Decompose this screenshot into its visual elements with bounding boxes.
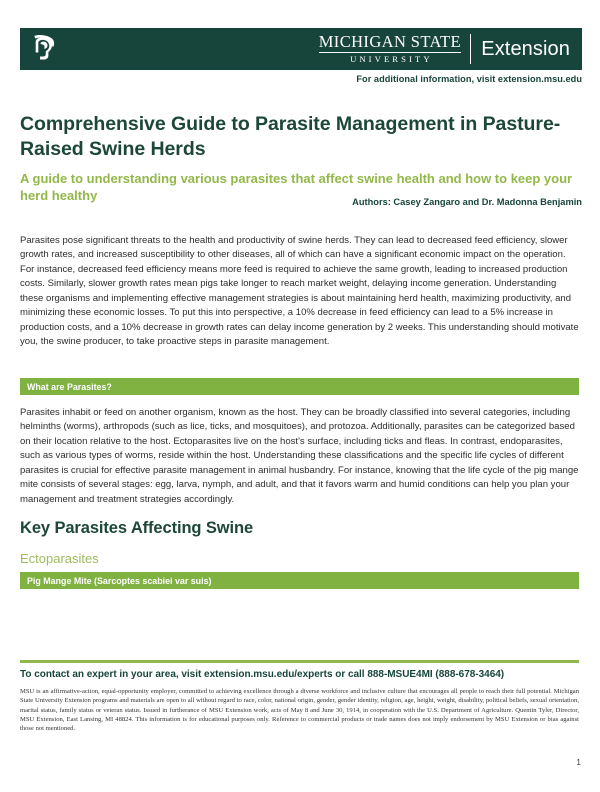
spartan-helmet-icon [30,33,58,65]
msu-university-name [318,31,470,65]
page-title: Comprehensive Guide to Parasite Management in Pasture-Raised Swine Herds [20,113,561,161]
header-info-note: For additional information, visit extension.msu.edu [356,74,582,84]
authors-line: Authors: Casey Zangaro and Dr. Madonna Benjamin [352,197,582,207]
section-bar-what-are-parasites: What are Parasites? [20,378,579,395]
extension-label: Extension [481,38,570,60]
heading-key-parasites-affecting-swine: Key Parasites Affecting Swine [20,519,254,537]
footer-contact-line: To contact an expert in your area, visit extension.msu.edu/experts or call 888-MSUE4MI (888-678-3464) [20,669,505,680]
footer-divider-rule [20,660,579,663]
msu-line-michigan-state: MICHIGAN STATE [318,31,461,51]
msu-line-university: UNIVERSITY [350,54,433,65]
msu-extension-header-bar [20,28,582,70]
page-number: 1 [576,757,581,767]
msu-wordmark [319,32,570,66]
what-are-parasites-paragraph: Parasites inhabit or feed on another organism, known as the host. They can be broadly classified into several categories, including helminths (worms), arthropods (such as lice, ticks, and mosquitoes), and protozoa. Additionally, parasites can be categorized based on their location relative to the host. Ectoparasites live on the host's surface, including ticks and fleas. In contrast, endoparasites, such as various types of worms, reside within the host. Understanding these classifications and the specific life cycles of different parasites is crucial for effective parasite management in animal husbandry. For instance, knowing that the life cycle of the pig mange mite consists of several stages: egg, larva, nymph, and adult, and that it favors warm and humid conditions can help you plan your management and treatment strategies accordingly. [20,406,579,505]
page-subtitle: A guide to understanding various parasites that affect swine health and how to keep your herd healthy [20,170,573,204]
section-bar-pig-mange-mite: Pig Mange Mite (Sarcoptes scabiei var suis) [20,572,579,589]
intro-paragraph: Parasites pose significant threats to the health and productivity of swine herds. They can lead to decreased feed efficiency, slower growth rates, and increased susceptibility to other diseases, all of which can have a significant economic impact on the operation. For instance, decreased feed efficiency means more feed is required to achieve the same growth, leading to increased production costs. Similarly, slower growth rates mean pigs take longer to reach market weight, delaying income generation. Understanding these organisms and implementing effective management strategies is about maintaining herd health, maximizing productivity, and minimizing these economic losses. To put this into perspective, a 10% decrease in feed efficiency can lead to a 5% increase in production costs, and a 10% decrease in growth rates can delay income generation by 2 weeks. This understanding should motivate you, the swine producer, to take proactive steps in parasite management. [20,234,579,348]
footer-fine-print: MSU is an affirmative-action, equal-opportunity employer, committed to achieving excellence through a diverse workforce and inclusive culture that encourages all people to reach their full potential. Michigan State University Extension programs and materials are open to all without regard to race, color, national origin, gender, gender identity, religion, age, height, weight, disability, political beliefs, sexual orientation, marital status, family status or veteran status. Issued in furtherance of MSU Extension work, acts of May 8 and June 30, 1914, in cooperation with the U.S. Department of Agriculture. Quentin Tyler, Director, MSU Extension, East Lansing, MI 48824. This information is for educational purposes only. Reference to commercial products or trade names does not imply endorsement by MSU Extension or bias against those not mentioned. [20,688,579,733]
heading-ectoparasites: Ectoparasites [20,551,99,566]
